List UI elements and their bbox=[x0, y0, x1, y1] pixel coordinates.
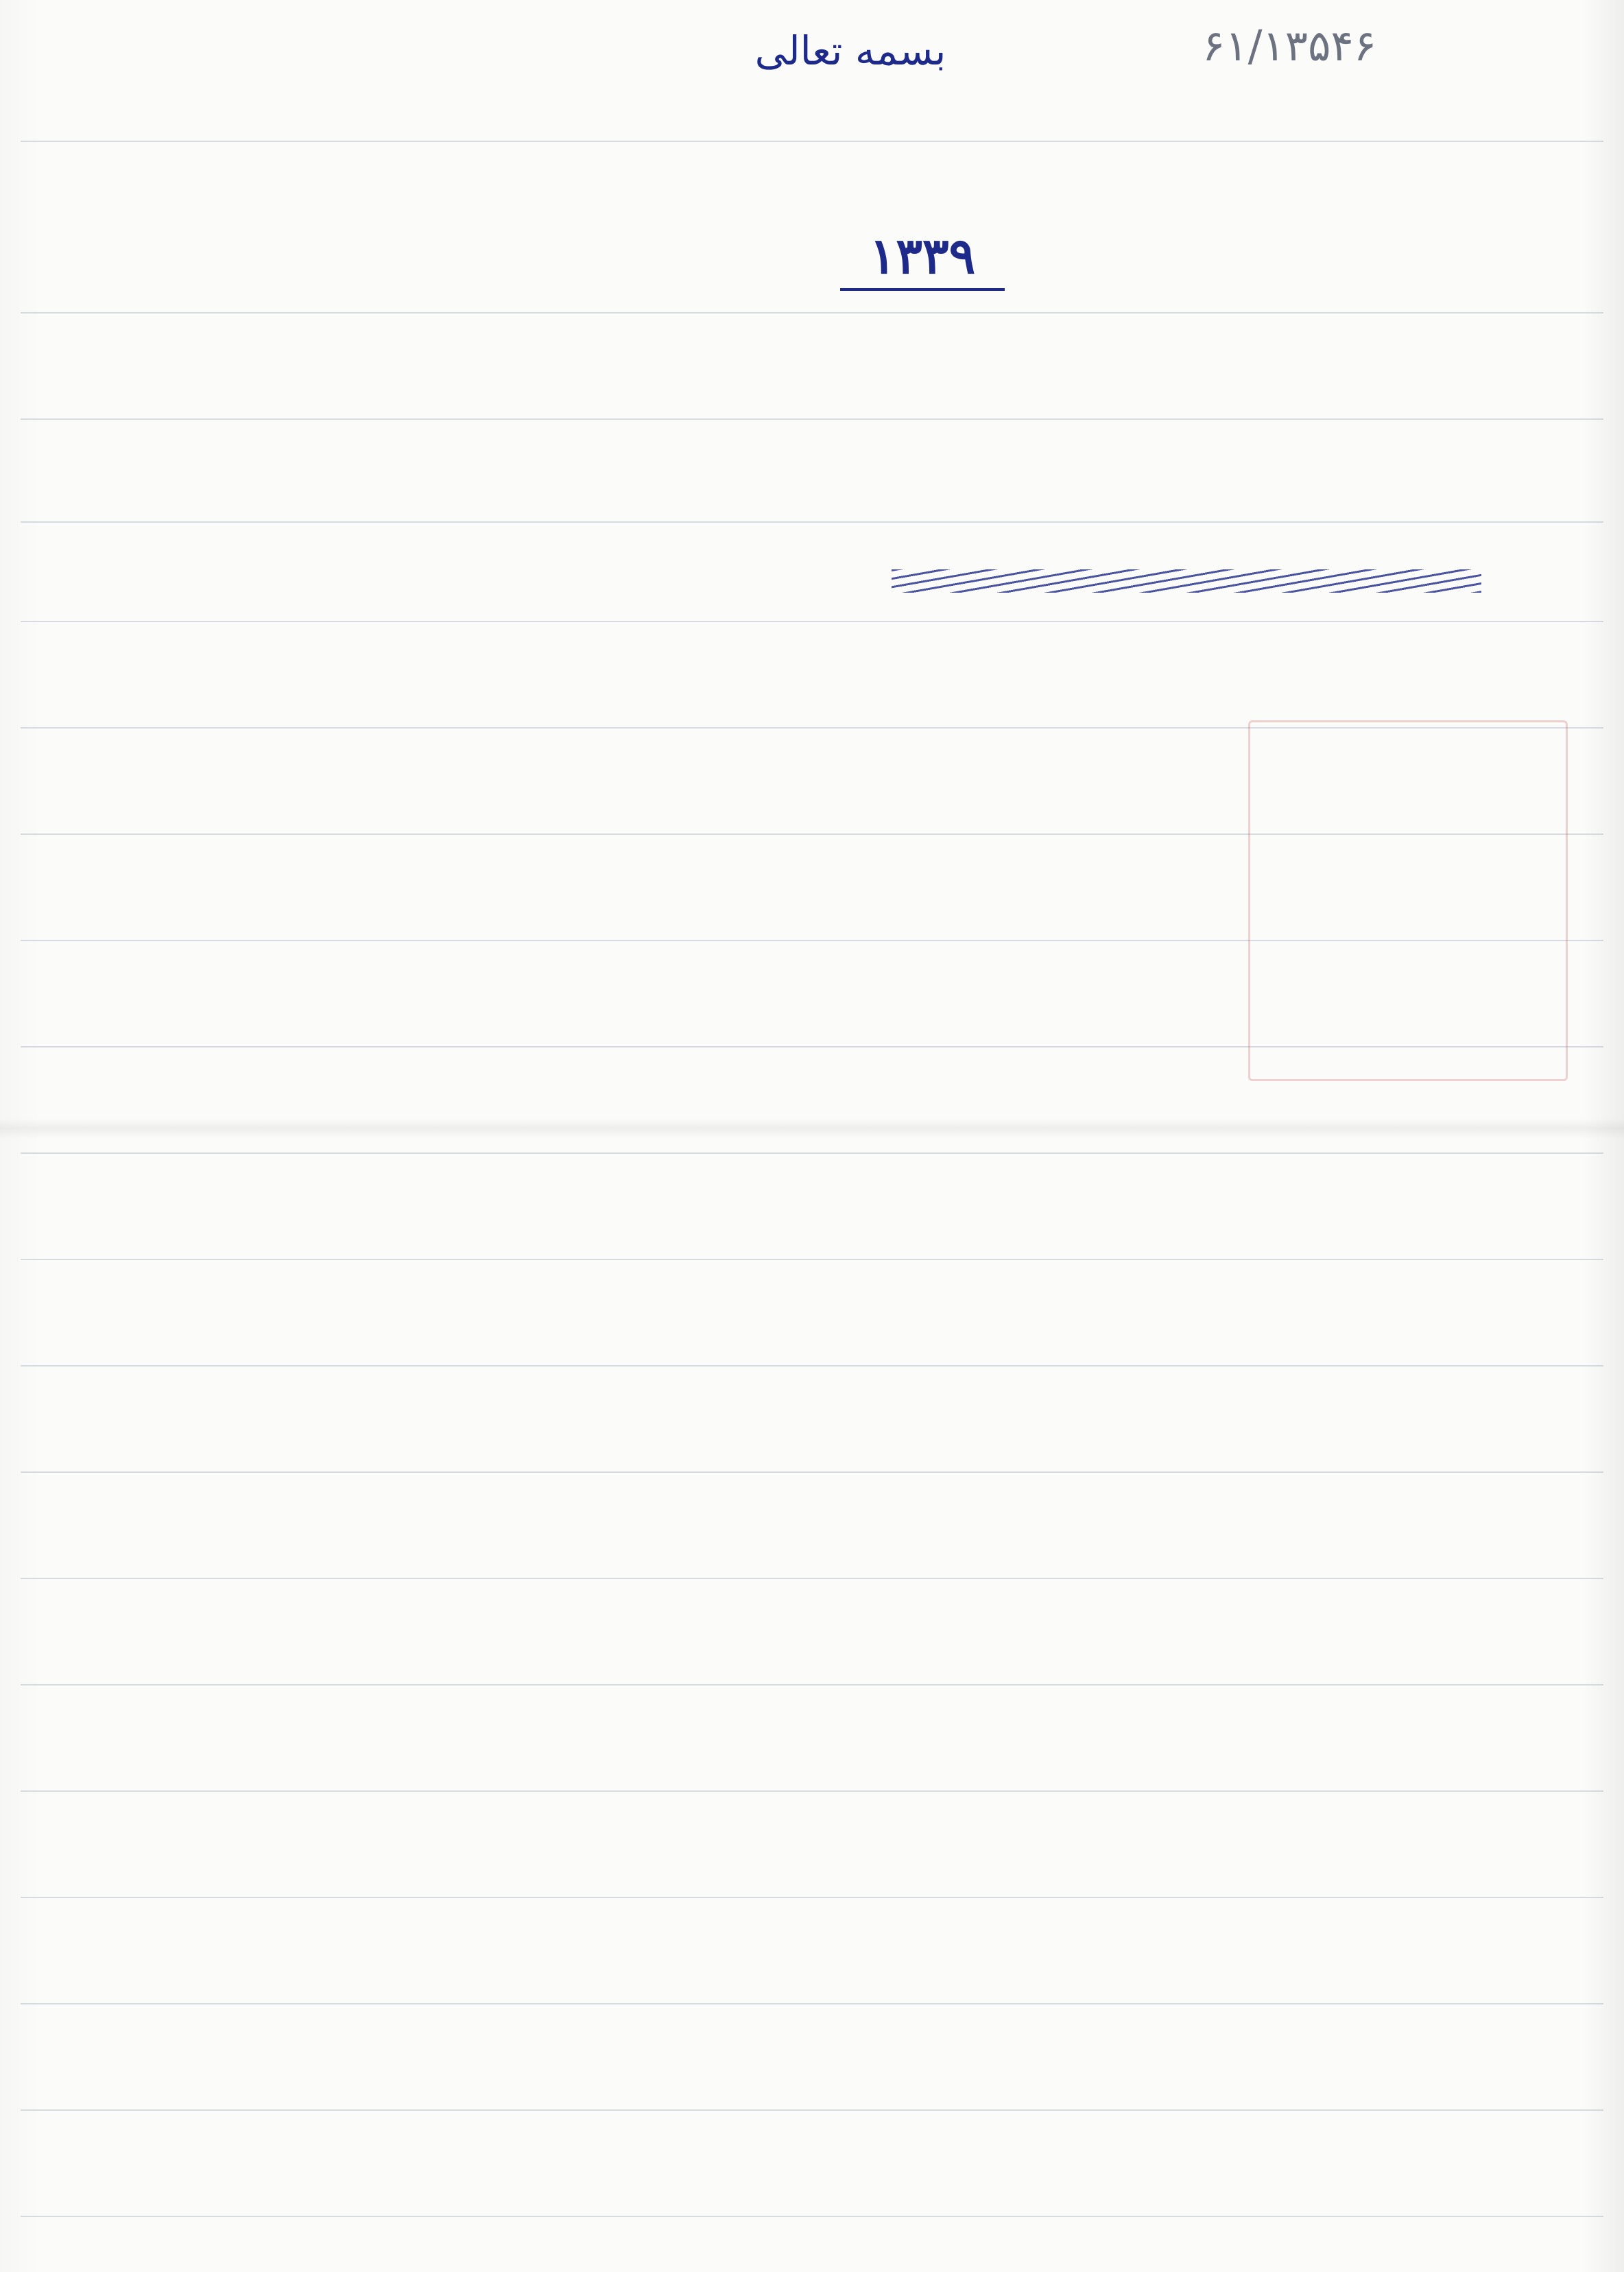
ruled-line bbox=[21, 1365, 1603, 1366]
ruled-line bbox=[21, 312, 1603, 313]
corner-note-left bbox=[58, 0, 340, 37]
ruled-line bbox=[21, 418, 1603, 420]
document-date: ۶۱/۱۳۵۴۶ bbox=[1202, 21, 1376, 71]
ruled-line bbox=[21, 2109, 1603, 2111]
ruled-line bbox=[21, 1471, 1603, 1473]
ruled-line bbox=[21, 1259, 1603, 1260]
ruled-line bbox=[21, 521, 1603, 523]
ruled-line bbox=[21, 1152, 1603, 1154]
page-fold bbox=[0, 1118, 1624, 1139]
ruled-line bbox=[21, 2003, 1603, 2004]
ruled-line bbox=[21, 1790, 1603, 1792]
bismillah-heading: بسمه تعالی bbox=[754, 27, 946, 74]
faded-stamp bbox=[1248, 720, 1568, 1081]
ruled-line bbox=[21, 1897, 1603, 1898]
ruled-line bbox=[21, 621, 1603, 622]
ruled-line bbox=[21, 2216, 1603, 2217]
ruled-line bbox=[21, 1578, 1603, 1579]
birth-year: ۱۳۳۹ bbox=[869, 226, 976, 285]
ruled-line bbox=[21, 141, 1603, 142]
year-underline bbox=[840, 288, 1005, 291]
strikethrough-scribble bbox=[892, 569, 1481, 593]
ruled-line bbox=[21, 1684, 1603, 1685]
